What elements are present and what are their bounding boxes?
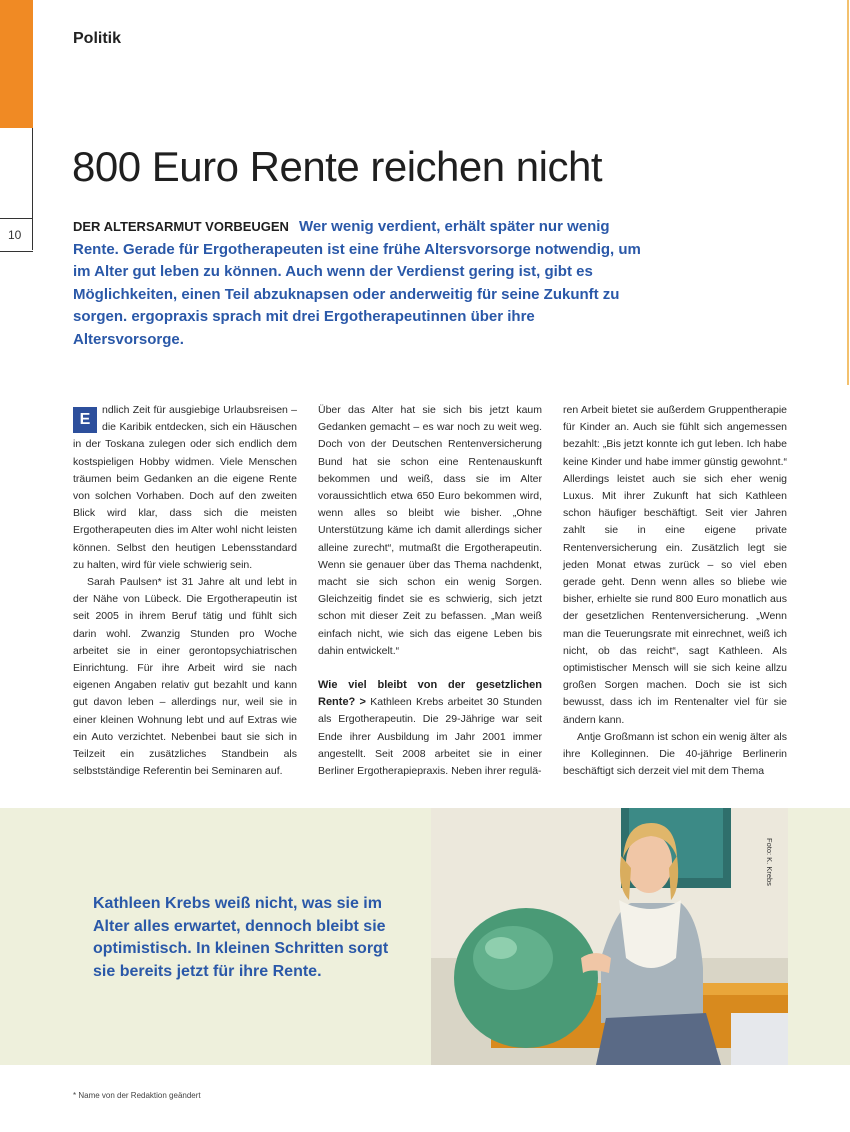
paragraph: Kathleen Krebs arbeitet 30 Stunden als Ergotherapeutin. Die 29-Jährige war seit Ende ihrer Ausbildung im Jahr 2001 immer angestellt. Seit 2008 arbeitet sie in einer Berliner Ergotherapiepraxis. Neben ihrer regulä- xyxy=(318,696,542,778)
photo-credit: Foto: K. Krebs xyxy=(765,838,774,886)
article-kicker: DER ALTERSARMUT VORBEUGEN xyxy=(73,219,289,234)
paragraph: Antje Großmann ist schon ein wenig älter als ihre Kolleginnen. Die 40-jährige Berlinerin beschäftigt sich derzeit viel mit dem Thema xyxy=(563,730,787,778)
paragraph: ren Arbeit bietet sie außerdem Gruppentherapie für Kinder an. Auch sie fühlt sich angemessen bezahlt: „Bis jetzt konnte ich gut leben. Ich habe keine Kinder und habe immer günstig gewohnt.“ Allerdings leistet auch sie sich eher wenig Luxus. Mit ihrer Zukunft hat sich Kathleen schon häufiger beschäftigt. Seit vier Jahren zahlt sie in eine eigene private Rentenversicherung ein. Zusätzlich legt sie jeden Monat etwas zurück – so viel eben gerade geht. Denn wenn alles so bliebe wie bisher, erhielte sie rund 800 Euro monatlich aus der gesetzlichen Rentenversicherung. „Wenn man die Teuerungsrate mit einrechnet, weiß ich nicht, ob das reicht“, sagt Kathleen. Als optimistischer Mensch will sie sich keine allzu großen Sorgen machen. Doch sie ist sich bewusst, dass ich im Rentenalter viel für sie ändern kann. xyxy=(563,404,787,726)
photo-illustration xyxy=(431,808,788,1065)
text-column-3 xyxy=(563,402,787,780)
drop-cap: E xyxy=(73,407,97,433)
section-color-tab xyxy=(0,0,33,128)
paragraph: Sarah Paulsen* ist 31 Jahre alt und lebt in der Nähe von Lübeck. Die Ergotherapeutin ist seit 2005 in ihrem Beruf tätig und fühlt sich darin wohl. Zwanzig Stunden pro Woche arbeitet sie in einer gerontopsychiatrischen Einrichtung. Für ihre Arbeit wird sie nach eigenen Angaben relativ gut bezahlt und kann gut davon leben – allerdings nur, weil sie in einer kleinen Wohnung lebt und auf Extras wie ein Auto verzichtet. Nebenbei baut sie sich in Teilzeit ein zusätzliches Standbein als selbstständige Referentin bei Seminaren auf. xyxy=(73,576,297,778)
paragraph: ndlich Zeit für ausgiebige Urlaubsreisen – die Karibik entdecken, sich ein Häuschen in der Toskana zulegen oder sich endlich dem kostspieligen Hobby widmen. Viele Menschen träumen beim Gedanken an die eigene Rente von solchen Vorhaben. Doch auf den zweiten Blick wird klar, dass sich die meisten Ergotherapeuten dies im Alter wohl nicht leisten können. Selbst den heutigen Lebensstandard zu halten, wird für viele schwierig sein. xyxy=(73,404,297,571)
subheading-arrow-icon: > xyxy=(359,696,366,709)
footnote: * Name von der Redaktion geändert xyxy=(73,1091,201,1100)
subheading: Wie viel bleibt von der gesetzlichen Rente? xyxy=(318,679,542,709)
text-column-1 xyxy=(73,402,297,780)
text-column-2 xyxy=(318,402,542,780)
article-title: 800 Euro Rente reichen nicht xyxy=(72,143,603,190)
lead-text: Wer wenig verdient, erhält später nur wenig Rente. Gerade für Ergotherapeuten ist eine frühe Altersvorsorge notwendig, um im Alter gut leben zu können. Auch wenn der Verdienst gering ist, gibt es Möglichkeiten, einen Teil abzuknapsen oder anderweitig für seine Zukunft zu sorgen. ergopraxis sprach mit drei Ergotherapeutinnen über ihre Altersvorsorge. xyxy=(73,218,641,348)
page-number: 10 xyxy=(8,228,22,242)
section-label: Politik xyxy=(73,30,122,47)
article-lead xyxy=(73,216,643,352)
photo-caption: Kathleen Krebs weiß nicht, was sie im Alter alles erwartet, dennoch bleibt sie optimistisch. In kleinen Schritten sorgt sie bereits jetzt für ihre Rente. xyxy=(93,895,389,980)
article-photo xyxy=(431,808,788,1065)
paragraph: Über das Alter hat sie sich bis jetzt kaum Gedanken gemacht – es war noch zu weit weg. Doch von der Deutschen Rentenversicherung Bund hat sie schon eine Rentenauskunft bekommen und weiß, dass sie im Alter voraussichtlich etwa 650 Euro bekommen wird, wenn alles so bleibt wie bisher. „Ohne Unterstützung käme ich damit allerdings sicher alleine zurecht“, mutmaßt die Ergotherapeutin. Wenn sie genauer über das Thema nachdenkt, macht sie sich schon ein wenig Sorgen. Gleichzeitig findet sie es schwierig, sich jetzt schon mit dieser Zeit zu befassen. „Man weiß einfach nicht, wie sich das eigene Leben bis dahin entwickelt.“ xyxy=(318,404,542,657)
right-edge-rule xyxy=(847,0,849,385)
